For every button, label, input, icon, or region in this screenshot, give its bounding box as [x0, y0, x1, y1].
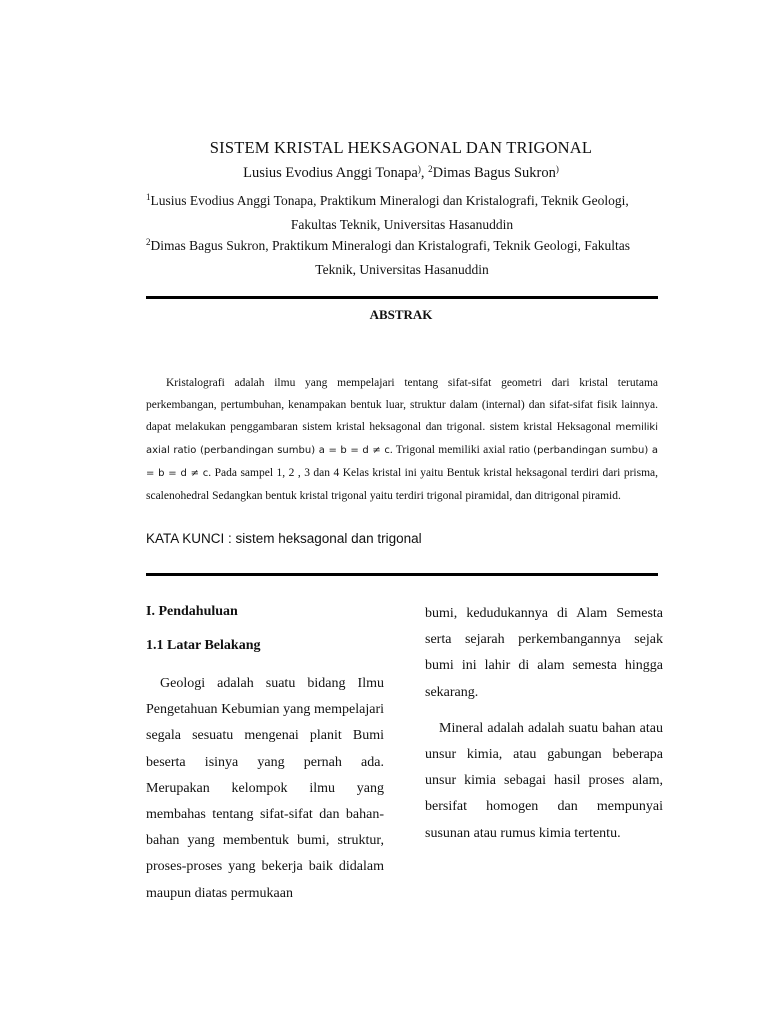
- affiliation-1: [146, 189, 658, 237]
- top-divider: [146, 296, 658, 299]
- bottom-divider: [146, 573, 658, 576]
- keywords: KATA KUNCI : sistem heksagonal dan trigonal: [146, 531, 422, 546]
- abstract-text-3: . Pada sampel 1, 2 , 3 dan 4 Kelas kristal ini yaitu Bentuk kristal heksagonal terdiri dari prisma, scalenohedral Sedangkan bentuk kristal trigonal yaitu terdiri trigonal piramidal, dan ditrigonal piramid.: [146, 467, 658, 502]
- author-separator: ,: [420, 165, 429, 181]
- affiliation-1-line-1: [146, 189, 658, 213]
- affiliation-2-text: Dimas Bagus Sukron, Praktikum Mineralogi dan Kristalografi, Teknik Geologi, Fakultas: [150, 238, 630, 253]
- paragraph-geologi: Geologi adalah suatu bidang Ilmu Pengetahuan Kebumian yang mempelajari segala sesuatu mengenai planit Bumi beserta isinya yang pernah ada. Merupakan kelompok ilmu yang membahas tentang sifat-sifat dan bahan-bahan yang membentuk bumi, struktur, proses-proses yang bekerja baik didalam maupun diatas permukaan: [146, 676, 384, 901]
- subsection-heading: 1.1 Latar Belakang: [146, 638, 261, 653]
- abstract-body: [146, 372, 658, 507]
- abstract-heading: ABSTRAK: [369, 307, 433, 322]
- abstract-paragraph: [146, 372, 658, 507]
- affiliation-1-sup: 1: [146, 192, 151, 202]
- author-1: Lusius Evodius Anggi Tonapa: [243, 165, 418, 181]
- author-1-sup: ): [417, 164, 421, 174]
- affiliation-1-text: Lusius Evodius Anggi Tonapa, Praktikum Mineralogi dan Kristalografi, Teknik Geologi,: [150, 193, 629, 208]
- left-column: [146, 601, 384, 907]
- affiliation-2-line-2: Teknik, Universitas Hasanuddin: [315, 262, 489, 277]
- right-column: [425, 601, 663, 847]
- abstract-axial-ratio-1: memiliki axial ratio (perbandingan sumbu) a = b = d ≠ c: [146, 422, 658, 456]
- paragraph-mineral: Mineral adalah adalah suatu bahan atau unsur kimia, atau gabungan beberapa unsur kimia sebagai hasil proses alam, bersifat homogen dan mempunyai susunan atau rumus kimia tertentu.: [425, 720, 663, 841]
- abstract-text-1: Kristalografi adalah ilmu yang mempelajari tentang sifat-sifat geometri dari kristal terutama perkembangan, pertumbuhan, kenampakan bentuk luar, struktur dalam (internal) dan sifat-sifat fisik lainnya. dapat melakukan penggambaran sistem kristal heksagonal dan trigonal. sistem kristal Heksagonal: [146, 377, 658, 433]
- paper-title: SISTEM KRISTAL HEKSAGONAL DAN TRIGONAL: [209, 138, 593, 157]
- author-2-pre: 2: [428, 164, 433, 174]
- author-line: [0, 165, 768, 182]
- author-2: Dimas Bagus Sukron: [432, 165, 556, 181]
- affiliation-2-sup: 2: [146, 237, 151, 247]
- affiliation-2-line-1: [146, 234, 658, 258]
- abstract-axial-ratio-2: (perbandingan sumbu) a = b = d ≠ c: [146, 445, 658, 479]
- paragraph-geologi-continued: bumi, kedudukannya di Alam Semesta serta sejarah perkembangannya sejak bumi ini lahir di alam semesta hingga sekarang.: [425, 606, 663, 700]
- abstract-text-2: . Trigonal memiliki axial ratio: [389, 444, 534, 456]
- author-2-sup: ): [555, 164, 559, 174]
- paragraph-gap: [425, 706, 663, 716]
- affiliation-2: [146, 234, 658, 282]
- section-heading: I. Pendahuluan: [146, 604, 238, 619]
- affiliation-1-line-2: Fakultas Teknik, Universitas Hasanuddin: [290, 217, 514, 232]
